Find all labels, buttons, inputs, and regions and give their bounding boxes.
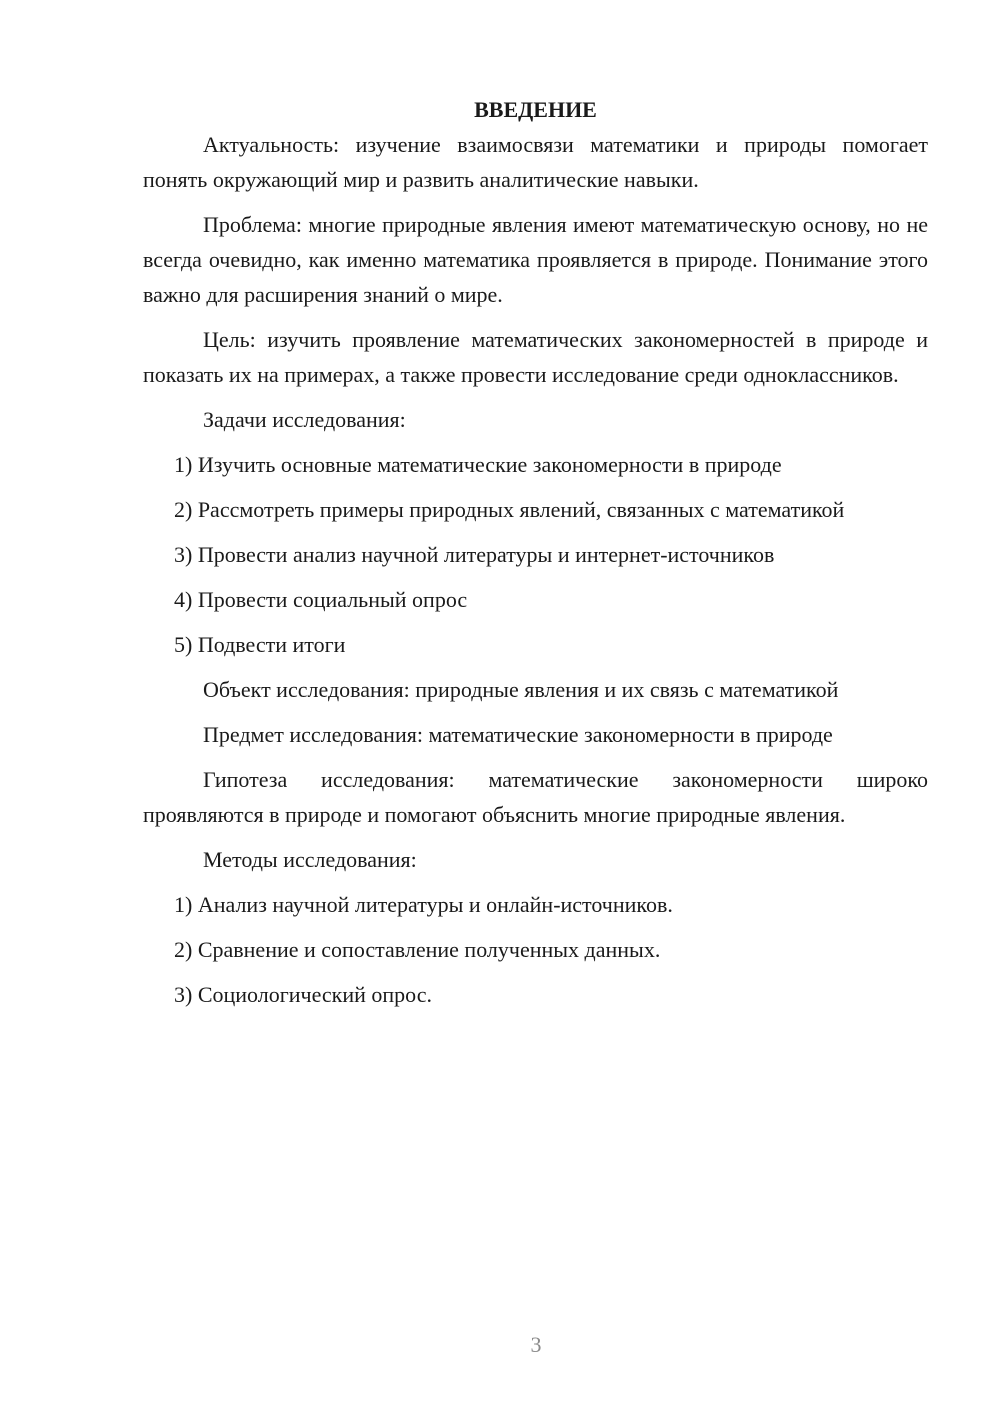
subject-paragraph: Предмет исследования: математические закономерности в природе — [203, 722, 833, 747]
task-item: 2) Рассмотреть примеры природных явлений, связанных с математикой — [174, 497, 845, 522]
problem-paragraph: Проблема: многие природные явления имеют математическую основу, но не всегда очевидно, как именно математика проявляется в природе. Понимание этого важно для расширения знаний о мире. — [143, 212, 928, 307]
tasks-heading: Задачи исследования: — [203, 407, 406, 432]
hypothesis-paragraph: Гипотеза исследования: математические закономерности широко проявляются в природе и помогают объяснить многие природные явления. — [143, 767, 928, 827]
document-page — [143, 92, 928, 1022]
method-item: 1) Анализ научной литературы и онлайн-источников. — [174, 892, 673, 917]
relevance-paragraph: Актуальность: изучение взаимосвязи математики и природы помогает понять окружающий мир и развить аналитические навыки. — [143, 132, 928, 192]
object-paragraph: Объект исследования: природные явления и их связь с математикой — [203, 677, 839, 702]
method-item: 2) Сравнение и сопоставление полученных данных. — [174, 937, 661, 962]
task-item: 3) Провести анализ научной литературы и интернет-источников — [174, 542, 775, 567]
section-title: ВВЕДЕНИЕ — [474, 97, 597, 122]
methods-heading: Методы исследования: — [203, 847, 417, 872]
task-item: 1) Изучить основные математические закономерности в природе — [174, 452, 782, 477]
task-item: 4) Провести социальный опрос — [174, 587, 468, 612]
goal-paragraph: Цель: изучить проявление математических закономерностей в природе и показать их на примерах, а также провести исследование среди одноклассников. — [143, 327, 928, 387]
page-number: 3 — [530, 1332, 542, 1357]
task-item: 5) Подвести итоги — [174, 632, 346, 657]
method-item: 3) Социологический опрос. — [174, 982, 432, 1007]
